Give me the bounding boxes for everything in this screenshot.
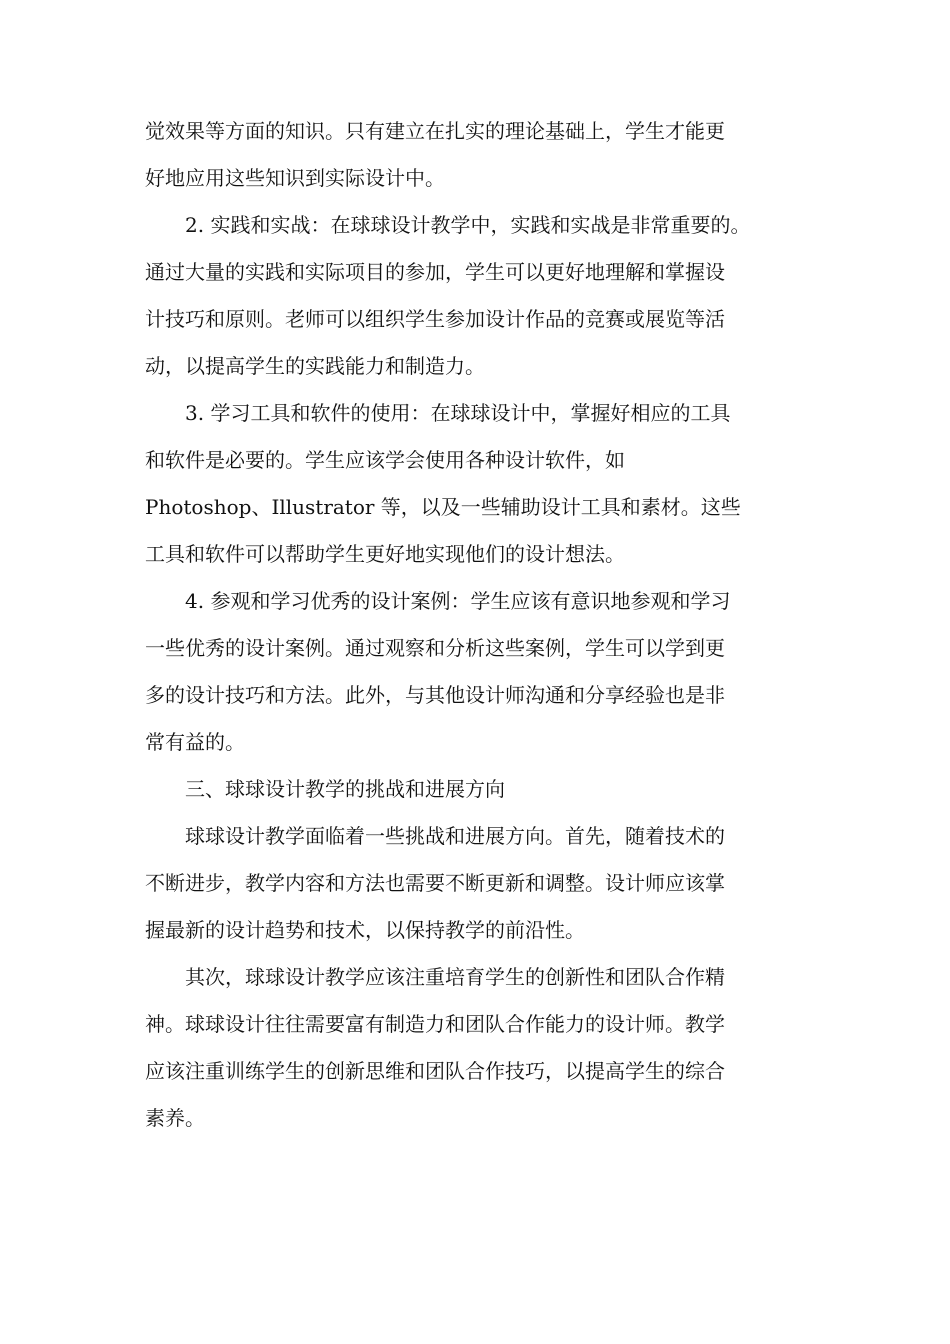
section-heading-text: 三、球球设计教学的挑战和进展方向 [185,777,505,801]
paragraph-tools-software [145,390,835,578]
paragraph-practice [145,202,835,390]
text-line: 球球设计教学面临着一些挑战和进展方向。首先，随着技术的 [185,824,725,848]
text-line: Photoshop、Illustrator 等，以及一些辅助设计工具和素材。这些 [145,495,741,519]
text-line: 通过大量的实践和实际项目的参加，学生可以更好地理解和掌握设 [145,260,725,284]
text-line: 神。球球设计往往需要富有制造力和团队合作能力的设计师。教学 [145,1012,725,1036]
text-line: 3. 学习工具和软件的使用：在球球设计中，掌握好相应的工具 [185,401,731,425]
text-line: 和软件是必要的。学生应该学会使用各种设计软件，如 [145,448,625,472]
text-line: 素养。 [145,1106,205,1130]
text-line: 常有益的。 [145,730,245,754]
text-line: 动，以提高学生的实践能力和制造力。 [145,354,485,378]
text-line: 2. 实践和实战：在球球设计教学中，实践和实战是非常重要的。 [185,213,751,237]
text-line: 应该注重训练学生的创新思维和团队合作技巧，以提高学生的综合 [145,1059,725,1083]
text-line: 觉效果等方面的知识。只有建立在扎实的理论基础上，学生才能更 [145,119,725,143]
paragraph-challenges-intro [145,813,835,954]
paragraph-design-cases [145,578,835,766]
text-line: 多的设计技巧和方法。此外，与其他设计师沟通和分享经验也是非 [145,683,725,707]
text-line: 好地应用这些知识到实际设计中。 [145,166,445,190]
section-heading-challenges [145,766,835,813]
text-line: 4. 参观和学习优秀的设计案例：学生应该有意识地参观和学习 [185,589,731,613]
paragraph-innovation-teamwork [145,954,835,1142]
text-line: 一些优秀的设计案例。通过观察和分析这些案例，学生可以学到更 [145,636,725,660]
document-body [145,108,835,1142]
text-line: 计技巧和原则。老师可以组织学生参加设计作品的竞赛或展览等活 [145,307,725,331]
text-line: 握最新的设计趋势和技术，以保持教学的前沿性。 [145,918,585,942]
text-line: 工具和软件可以帮助学生更好地实现他们的设计想法。 [145,542,625,566]
text-line: 其次，球球设计教学应该注重培育学生的创新性和团队合作精 [185,965,725,989]
paragraph-theory-continued [145,108,835,202]
text-line: 不断进步，教学内容和方法也需要不断更新和调整。设计师应该掌 [145,871,725,895]
